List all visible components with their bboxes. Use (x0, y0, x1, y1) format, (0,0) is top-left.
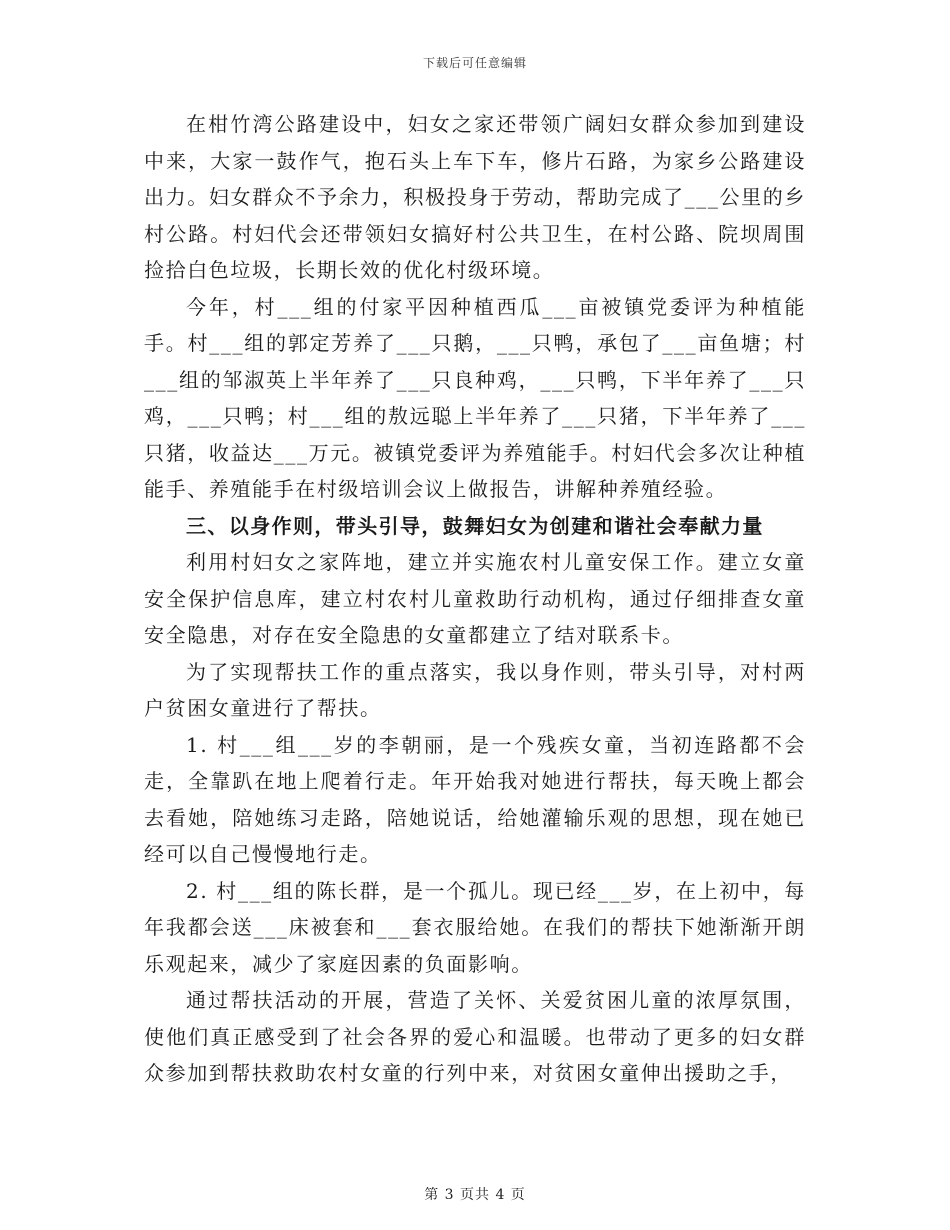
paragraph-case-one: 1. 村___组___岁的李朝丽，是一个残疾女童，当初连路都不会走，全靠趴在地上爬着行走。年开始我对她进行帮扶，每天晚上都会去看她，陪她练习走路，陪她说话，给她灌输乐观的思想，现在她已经可以自己慢慢地行走。 (144, 732, 806, 866)
paragraph-assistance-intro: 为了实现帮扶工作的重点落实，我以身作则，带头引导，对村两户贫困女童进行了帮扶。 (144, 659, 806, 720)
paragraph-road-construction: 在柑竹湾公路建设中，妇女之家还带领广阔妇女群众参加到建设中来，大家一鼓作气，抱石头上车下车，修片石路，为家乡公路建设出力。妇女群众不予余力，积极投身于劳动，帮助完成了___公里的乡村公路。村妇代会还带领妇女搞好村公共卫生，在村公路、院坝周围捡拾白色垃圾，长期长效的优化村级环境。 (144, 112, 806, 282)
paragraph-case-two: 2. 村___组的陈长群，是一个孤儿。现已经___岁，在上初中，每年我都会送___床被套和___套衣服给她。在我们的帮扶下她渐渐开朗乐观起来，减少了家庭因素的负面影响。 (144, 878, 806, 976)
page-header: 下载后可任意编辑 (422, 56, 527, 70)
paragraph-outcome: 通过帮扶活动的开展，营造了关怀、关爱贫困儿童的浓厚氛围，使他们真正感受到了社会各界的爱心和温暖。也带动了更多的妇女群众参加到帮扶救助农村女童的行列中来，对贫困女童伸出援助之手， (144, 988, 806, 1085)
page-footer: 第 3 页共 4 页 (424, 1187, 526, 1203)
section-heading-three: 三、以身作则，带头引导，鼓舞妇女为创建和谐社会奉献力量 (186, 513, 764, 538)
document-body (144, 106, 806, 1092)
paragraph-planting-breeding: 今年，村___组的付家平因种植西瓜___亩被镇党委评为种植能手。村___组的郭定芳养了___只鹅，___只鸭，承包了___亩鱼塘；村___组的邹淑英上半年养了___只良种鸡，___只鸭，下半年养了___只鸡，___只鸭；村___组的敖远聪上半年养了___只猪，下半年养了___只猪，收益达___万元。被镇党委评为养殖能手。村妇代会多次让种植能手、养殖能手在村级培训会议上做报告，讲解种养殖经验。 (144, 294, 806, 501)
paragraph-child-safety: 利用村妇女之家阵地，建立并实施农村儿童安保工作。建立女童安全保护信息库，建立村农村儿童救助行动机构，通过仔细排查女童安全隐患，对存在安全隐患的女童都建立了结对联系卡。 (144, 550, 806, 647)
